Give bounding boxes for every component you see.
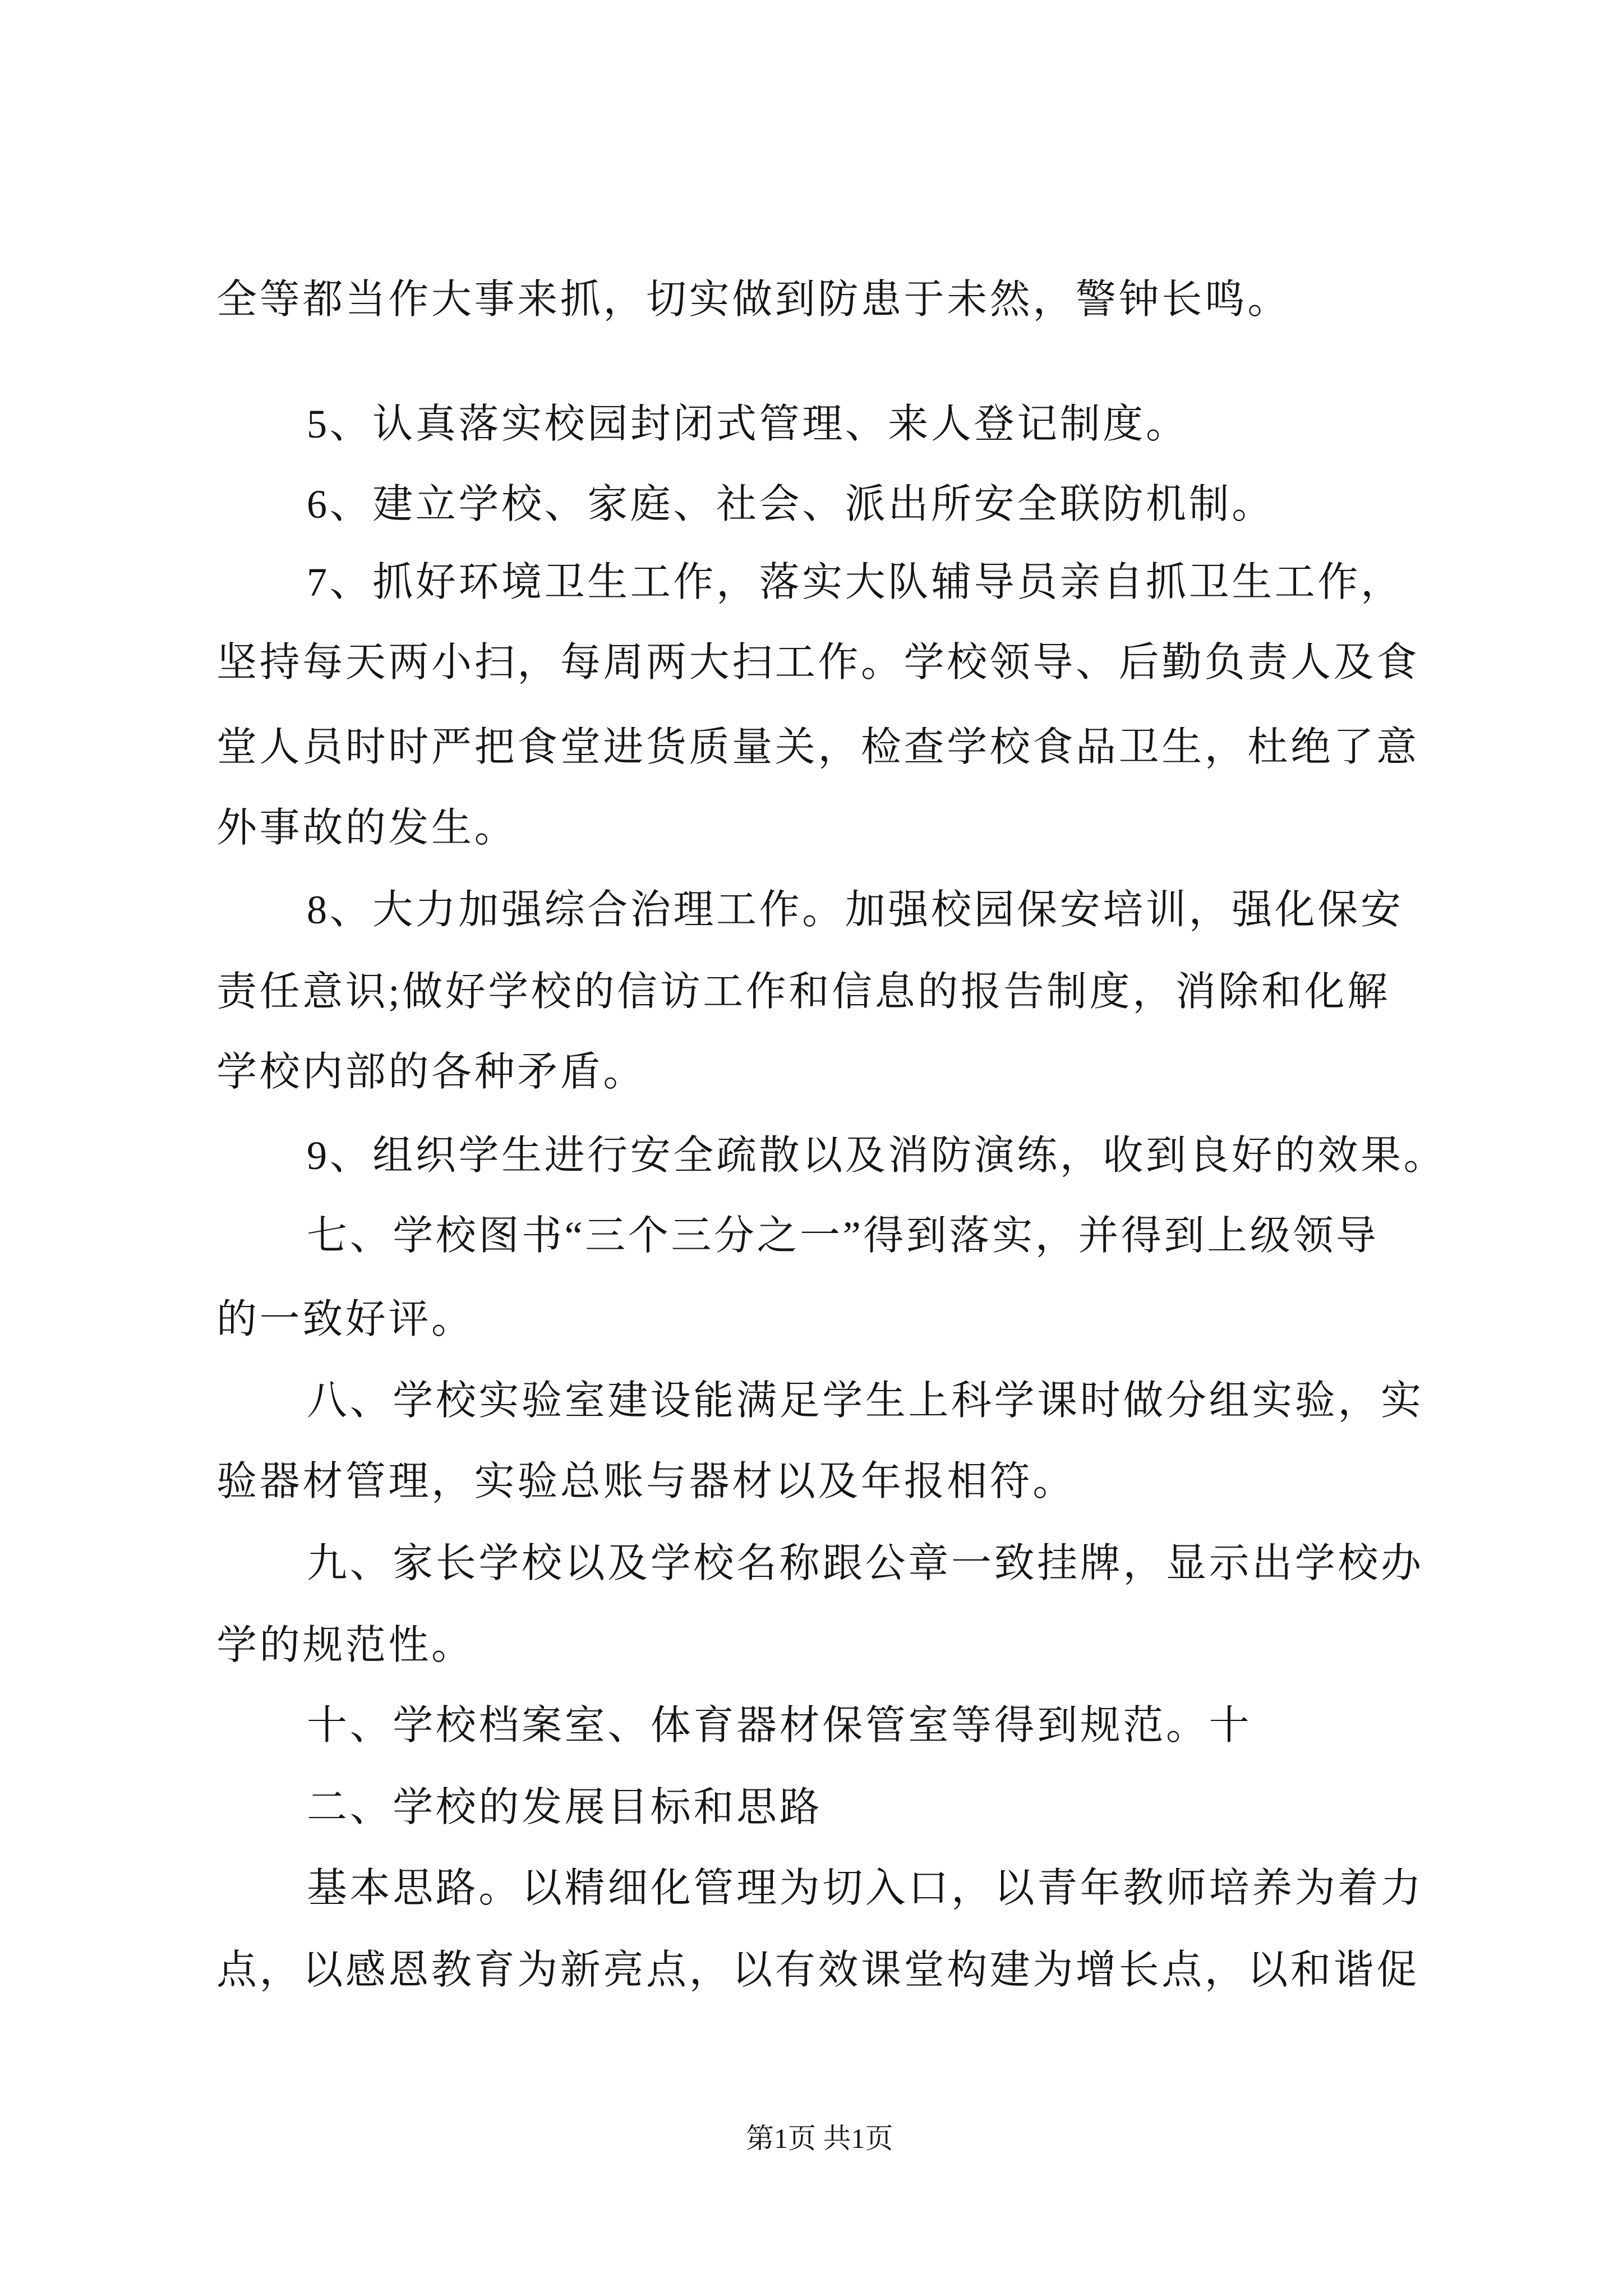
text-line: 九、家长学校以及学校名称跟公章一致挂牌，显示出学校办 — [307, 1541, 1424, 1586]
text-line: 6、建立学校、家庭、社会、派出所安全联防机制。 — [307, 482, 1275, 527]
text-line: 验器材管理，实验总账与器材以及年报相符。 — [216, 1459, 1076, 1504]
text-line: 7、抓好环境卫生工作，落实大队辅导员亲自抓卫生工作， — [307, 560, 1404, 605]
text-line: 8、大力加强综合治理工作。加强校园保安培训，强化保安 — [307, 887, 1404, 932]
text-line: 八、学校实验室建设能满足学生上科学课时做分组实验，实 — [307, 1378, 1424, 1423]
text-line: 十、学校档案室、体育器材保管室等得到规范。十 — [307, 1703, 1252, 1748]
text-line: 学校内部的各种矛盾。 — [216, 1050, 647, 1094]
text-line: 外事故的发生。 — [216, 806, 518, 850]
text-line: 基本思路。以精细化管理为切入口，以青年教师培养为着力 — [307, 1866, 1424, 1911]
text-line: 9、组织学生进行安全疏散以及消防演练，收到良好的效果。 — [307, 1133, 1447, 1178]
text-line: 5、认真落实校园封闭式管理、来人登记制度。 — [307, 402, 1189, 447]
page-number-footer: 第1页 共1页 — [746, 2123, 893, 2154]
text-line: 堂人员时时严把食堂进货质量关，检查学校食品卫生，杜绝了意 — [216, 725, 1419, 770]
text-line: 责任意识;做好学校的信访工作和信息的报告制度，消除和化解 — [216, 969, 1390, 1014]
text-line: 坚持每天两小扫，每周两大扫工作。学校领导、后勤负责人及食 — [216, 640, 1419, 685]
text-line: 学的规范性。 — [216, 1623, 474, 1668]
text-line: 点，以感恩教育为新亮点，以有效课堂构建为增长点，以和谐促 — [216, 1948, 1419, 1993]
text-line: 全等都当作大事来抓，切实做到防患于未然，警钟长鸣。 — [216, 277, 1291, 322]
text-line: 的一致好评。 — [216, 1297, 474, 1342]
section-heading: 二、学校的发展目标和思路 — [307, 1785, 823, 1830]
text-line: 七、学校图书“三个三分之一”得到落实，并得到上级领导 — [307, 1213, 1379, 1258]
